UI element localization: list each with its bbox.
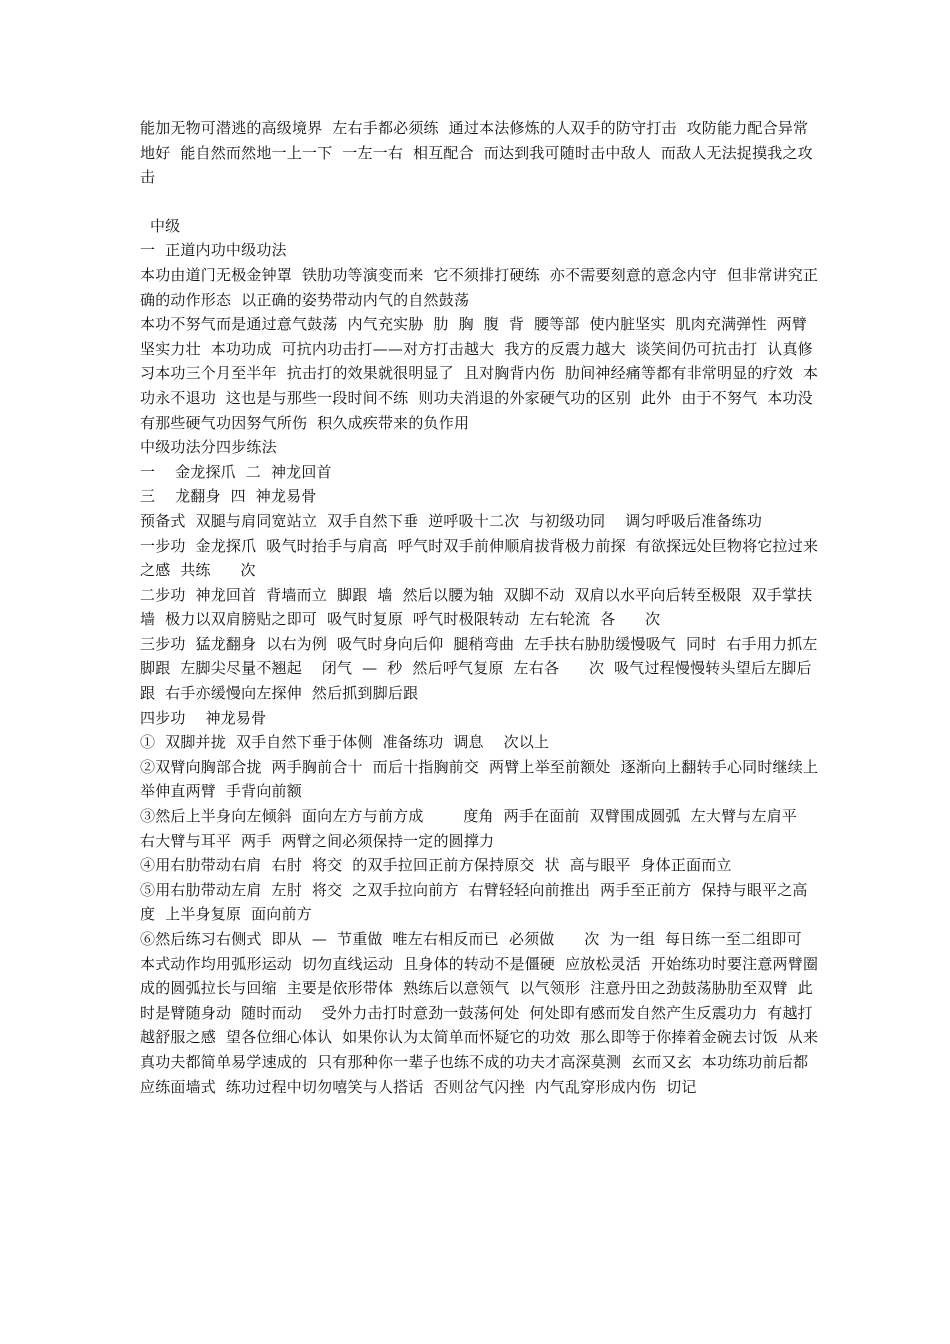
- list-line: 三 龙翻身 四 神龙易骨: [140, 487, 317, 506]
- document-body: [140, 116, 820, 1099]
- paragraph: 二步功 神龙回首 背墙而立 脚跟 墙 然后以腰为轴 双脚不动 双肩以水平向后转至极限 双手掌扶墙 极力以双肩膀贴之即可 吸气时复原 呼气时极限转动 左右轮流 各 次: [140, 585, 813, 629]
- paragraph: 三步功 猛龙翻身 以右为例 吸气时身向后仰 腿稍弯曲 左手扶右胁肋缓慢吸气 同时 右手用力抓左脚跟 左脚尖尽量不翘起 闭气 — 秒 然后呼气复原 左右各 次 吸气过程慢慢转头望后左脚后跟 右手亦缓慢向左探伸 然后抓到脚后跟: [140, 634, 818, 703]
- paragraph-intro: 能加无物可潜逃的高级境界 左右手都必须练 通过本法修炼的人双手的防守打击 攻防能力配合异常地好 能自然而然地一上一下 一左一右 相互配合 而达到我可随时击中敌人 而敌人无法捉摸我之攻击: [140, 119, 813, 187]
- paragraph: 本功由道门无极金钟罩 铁肋功等演变而来 它不须排打硬练 亦不需要刻意的意念内守 但非常讲究正确的动作形态 以正确的姿势带动内气的自然鼓荡: [140, 265, 819, 309]
- paragraph: 四步功 神龙易骨: [140, 708, 267, 727]
- list-item: ⑤用右肋带动左肩 左肘 将交 之双手拉向前方 右臂轻轻向前推出 两手至正前方 保持与眼平之高度 上半身复原 面向前方: [140, 880, 808, 924]
- paragraph: 预备式 双腿与肩同宽站立 双手自然下垂 逆呼吸十二次 与初级功同 调匀呼吸后准备练功: [140, 511, 763, 530]
- list-item: ④用右肋带动右肩 右肘 将交 的双手拉回正前方保持原交 状 高与眼平 身体正面而立: [140, 856, 732, 875]
- paragraph-closing: 本式动作均用弧形运动 切勿直线运动 且身体的转动不是僵硬 应放松灵活 开始练功时要注意两臂圈成的圆弧拉长与回缩 主要是依形带体 熟练后以意领气 以气领形 注意丹田之劲鼓荡胁肋至双臂 此时是臂随身动 随时而动 受外力击打时意劲一鼓荡何处 何处即有感而发自然产生反震功力 有越打越舒服之感 望各位细心体认 如果你认为太简单而怀疑它的功效 那么即等于你捧着金碗去讨饭 从来真功夫都简单易学速成的 只有那种你一辈子也练不成的功夫才高深莫测 玄而又玄 本功练功前后都应练面墙式 练功过程中切勿嘻笑与人搭话 否则岔气闪挫 内气乱穿形成内伤 切记: [140, 954, 819, 1096]
- paragraph-gap: [140, 190, 820, 214]
- list-item: ②双臂向胸部合拢 两手胸前合十 而后十指胸前交 两臂上举至前额处 逐渐向上翻转手心同时继续上举伸直两臂 手背向前额: [140, 757, 819, 801]
- paragraph: 中级功法分四步练法: [140, 438, 277, 457]
- list-item: ③然后上半身向左倾斜 面向左方与前方成 度角 两手在面前 双臂围成圆弧 左大臂与左肩平 右大臂与耳平 两手 两臂之间必须保持一定的圆撑力: [140, 807, 808, 850]
- list-item: ① 双脚并拢 双手自然下垂于体侧 准备练功 调息 次以上: [140, 733, 550, 752]
- section-heading: 中级: [140, 216, 181, 235]
- paragraph: 本功不努气而是通过意气鼓荡 内气充实胁 肋 胸 腹 背 腰等部 使内脏坚实 肌肉充满弹性 两臂坚实力壮 本功功成 可抗内功击打——对方打击越大 我方的反震力越大 谈笑间仍可抗击打 认真修习本功三个月至半年 抗击打的效果就很明显了 且对胸背内伤 肋间神经痛等都有非常明显的疗效 本功永不退功 这也是与那些一段时间不练 则功夫消退的外家硬气功的区别 此外 由于不努气 本功没有那些硬气功因努气所伤 积久成疾带来的负作用: [140, 315, 819, 432]
- list-item: ⑥然后练习右侧式 即从 — 节重做 唯左右相反而已 必须做 次 为一组 每日练一至二组即可: [140, 930, 802, 948]
- paragraph: 一步功 金龙探爪 吸气时抬手与肩高 呼气时双手前伸顺肩拔背极力前探 有欲探远处巨物将它拉过来之感 共练 次: [140, 536, 819, 580]
- list-line: 一 金龙探爪 二 神龙回首: [140, 462, 332, 481]
- subsection-heading: 一 正道内功中级功法: [140, 241, 287, 260]
